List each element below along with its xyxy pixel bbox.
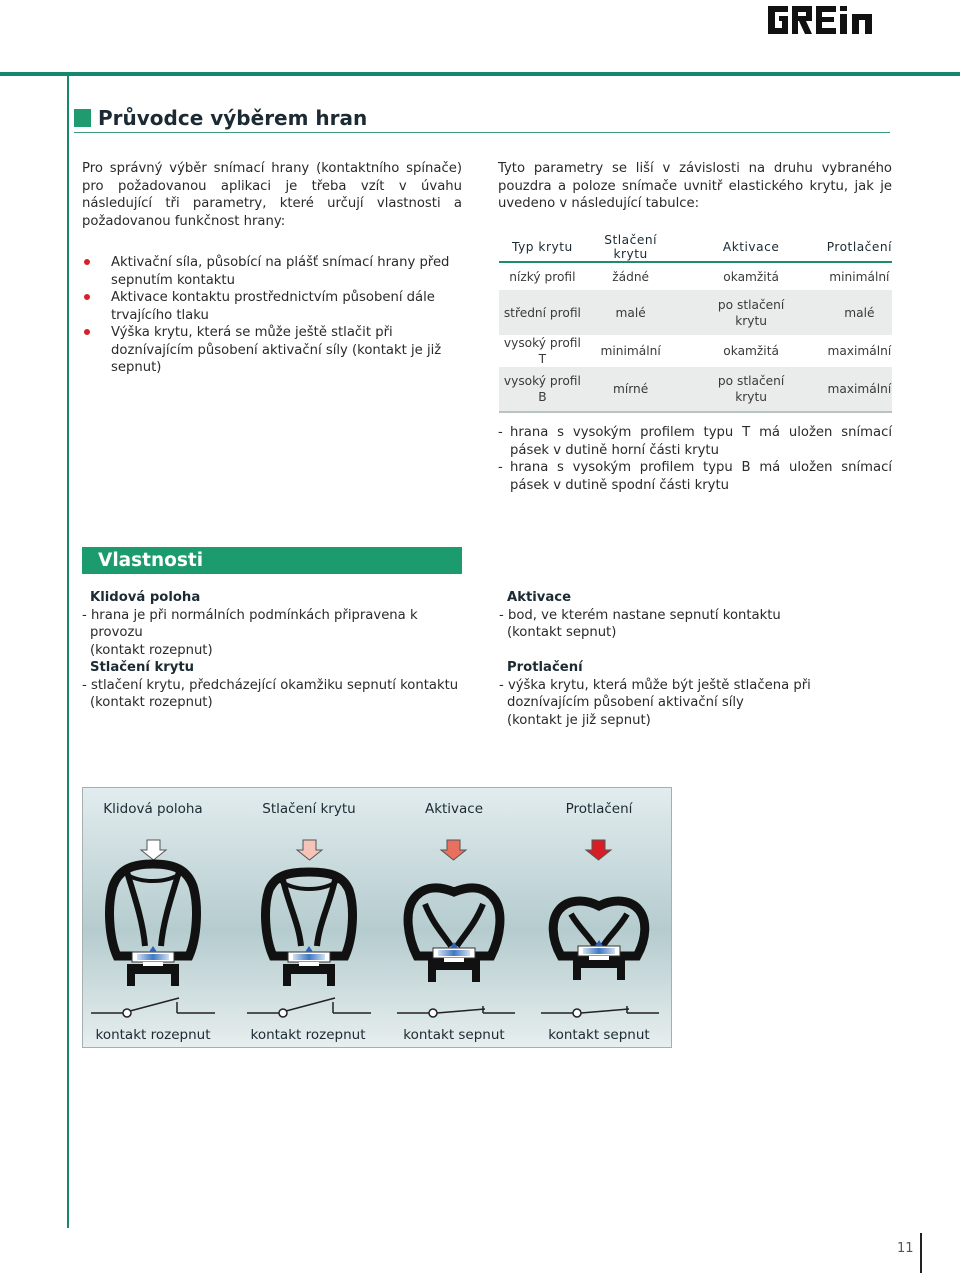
property-title: Klidová poloha	[90, 590, 201, 605]
page-number: 11	[897, 1241, 914, 1256]
table-row	[499, 262, 892, 290]
table-cell: maximální	[827, 367, 892, 412]
list-item	[82, 324, 472, 377]
table-cell: žádné	[586, 262, 676, 290]
table-cell: nízký profil	[499, 262, 586, 290]
table-cell: vysoký profil B	[499, 367, 586, 412]
page-title: Průvodce výběrem hran	[98, 106, 368, 130]
header-rule	[0, 72, 960, 76]
table-cell: malé	[586, 290, 676, 335]
table-cell: okamžitá	[676, 335, 827, 367]
contact-label: kontakt rozepnut	[250, 1027, 366, 1043]
table-cell: minimální	[827, 262, 892, 290]
table-header-row	[499, 233, 892, 262]
property-desc-text: hrana je při normálních podmínkách připravena k provozu	[90, 607, 418, 640]
table-cell: minimální	[586, 335, 676, 367]
properties-heading: Vlastnosti	[98, 550, 204, 571]
property-block	[82, 589, 472, 659]
profile-table	[499, 233, 892, 413]
list-item-text: Výška krytu, která se může ještě stlačit při doznívajícím působení aktivační síly (kontakt je již sepnut)	[111, 325, 442, 375]
property-block	[499, 589, 892, 642]
contact-label: kontakt sepnut	[403, 1027, 505, 1043]
title-rule	[74, 132, 890, 133]
title-marker	[74, 109, 91, 127]
note-item: - hrana s vysokým profilem typu T má uložen snímací pásek v dutině horní části krytu	[498, 424, 892, 459]
property-desc-text: výška krytu, která může být ještě stlačena při doznívajícím působení aktivační síly	[507, 677, 811, 710]
column-header: Typ krytu	[499, 233, 586, 262]
property-desc: - stlačení krytu, předcházející okamžiku sepnutí kontaktu	[82, 677, 459, 693]
grein-logo	[768, 2, 892, 38]
table-row	[499, 290, 892, 335]
stage-label: Stlačení krytu	[262, 801, 356, 817]
table-cell: maximální	[827, 335, 892, 367]
table-notes	[498, 424, 892, 494]
property-desc: - bod, ve kterém nastane sepnutí kontaktu	[499, 607, 781, 623]
margin-rule	[67, 76, 69, 1228]
property-desc-text: bod, ve kterém nastane sepnutí kontaktu	[507, 607, 781, 623]
property-state: (kontakt rozepnut)	[90, 695, 213, 710]
note-item: - hrana s vysokým profilem typu B má uložen snímací pásek v dutině spodní části krytu	[498, 459, 892, 494]
page-number-rule	[920, 1233, 922, 1273]
column-header: Stlačení krytu	[586, 233, 676, 262]
list-item	[82, 254, 472, 289]
bullet-dot-icon	[84, 329, 90, 335]
column-header: Protlačení	[827, 233, 892, 262]
property-state: (kontakt rozepnut)	[90, 642, 213, 658]
property-title: Stlačení krytu	[90, 660, 195, 675]
property-desc: - výška krytu, která může být ještě stlačena při doznívajícím působení aktivační síly	[499, 677, 811, 710]
property-state: (kontakt je již sepnut)	[507, 712, 651, 728]
table-row	[499, 367, 892, 412]
property-desc: - hrana je při normálních podmínkách připravena k provozu	[82, 607, 418, 640]
table-cell: malé	[827, 290, 892, 335]
table-cell: okamžitá	[676, 262, 827, 290]
list-item	[82, 289, 472, 324]
table-cell: po stlačení krytu	[676, 290, 827, 335]
table-cell: po stlačení krytu	[676, 367, 827, 412]
column-header: Aktivace	[676, 233, 827, 262]
intro-paragraph: Pro správný výběr snímací hrany (kontaktního spínače) pro požadovanou aplikaci je třeba vzít v úvahu následující tři parametry, které určují vlastnosti a požadovanou funkčnost hrany:	[82, 161, 462, 229]
stage-label: Klidová poloha	[103, 801, 203, 817]
property-title: Protlačení	[507, 660, 583, 675]
table-cell: vysoký profil T	[499, 335, 586, 367]
table-intro: Tyto parametry se liší v závislosti na druhu vybraného pouzdra a poloze snímače uvnitř elastického krytu, jak je uvedeno v následující tabulce:	[498, 161, 892, 211]
list-item-text: Aktivační síla, působící na plášť snímací hrany před sepnutím kontaktu	[111, 255, 450, 288]
property-desc-text: stlačení krytu, předcházející okamžiku sepnutí kontaktu	[90, 677, 459, 693]
contact-label: kontakt sepnut	[548, 1027, 650, 1043]
table-cell: mírné	[586, 367, 676, 412]
parameter-list	[82, 254, 472, 377]
bullet-dot-icon	[84, 294, 90, 300]
bullet-dot-icon	[84, 259, 90, 265]
property-block	[499, 659, 892, 729]
stage-label: Protlačení	[565, 801, 633, 817]
property-state: (kontakt sepnut)	[507, 625, 617, 640]
property-title: Aktivace	[507, 590, 572, 605]
table-cell: střední profil	[499, 290, 586, 335]
stage-label: Aktivace	[424, 801, 484, 817]
list-item-text: Aktivace kontaktu prostřednictvím působení dále trvajícího tlaku	[111, 290, 435, 323]
table-row	[499, 335, 892, 367]
property-block	[82, 659, 472, 712]
contact-label: kontakt rozepnut	[95, 1027, 211, 1043]
edge-stages-figure	[82, 787, 672, 1048]
